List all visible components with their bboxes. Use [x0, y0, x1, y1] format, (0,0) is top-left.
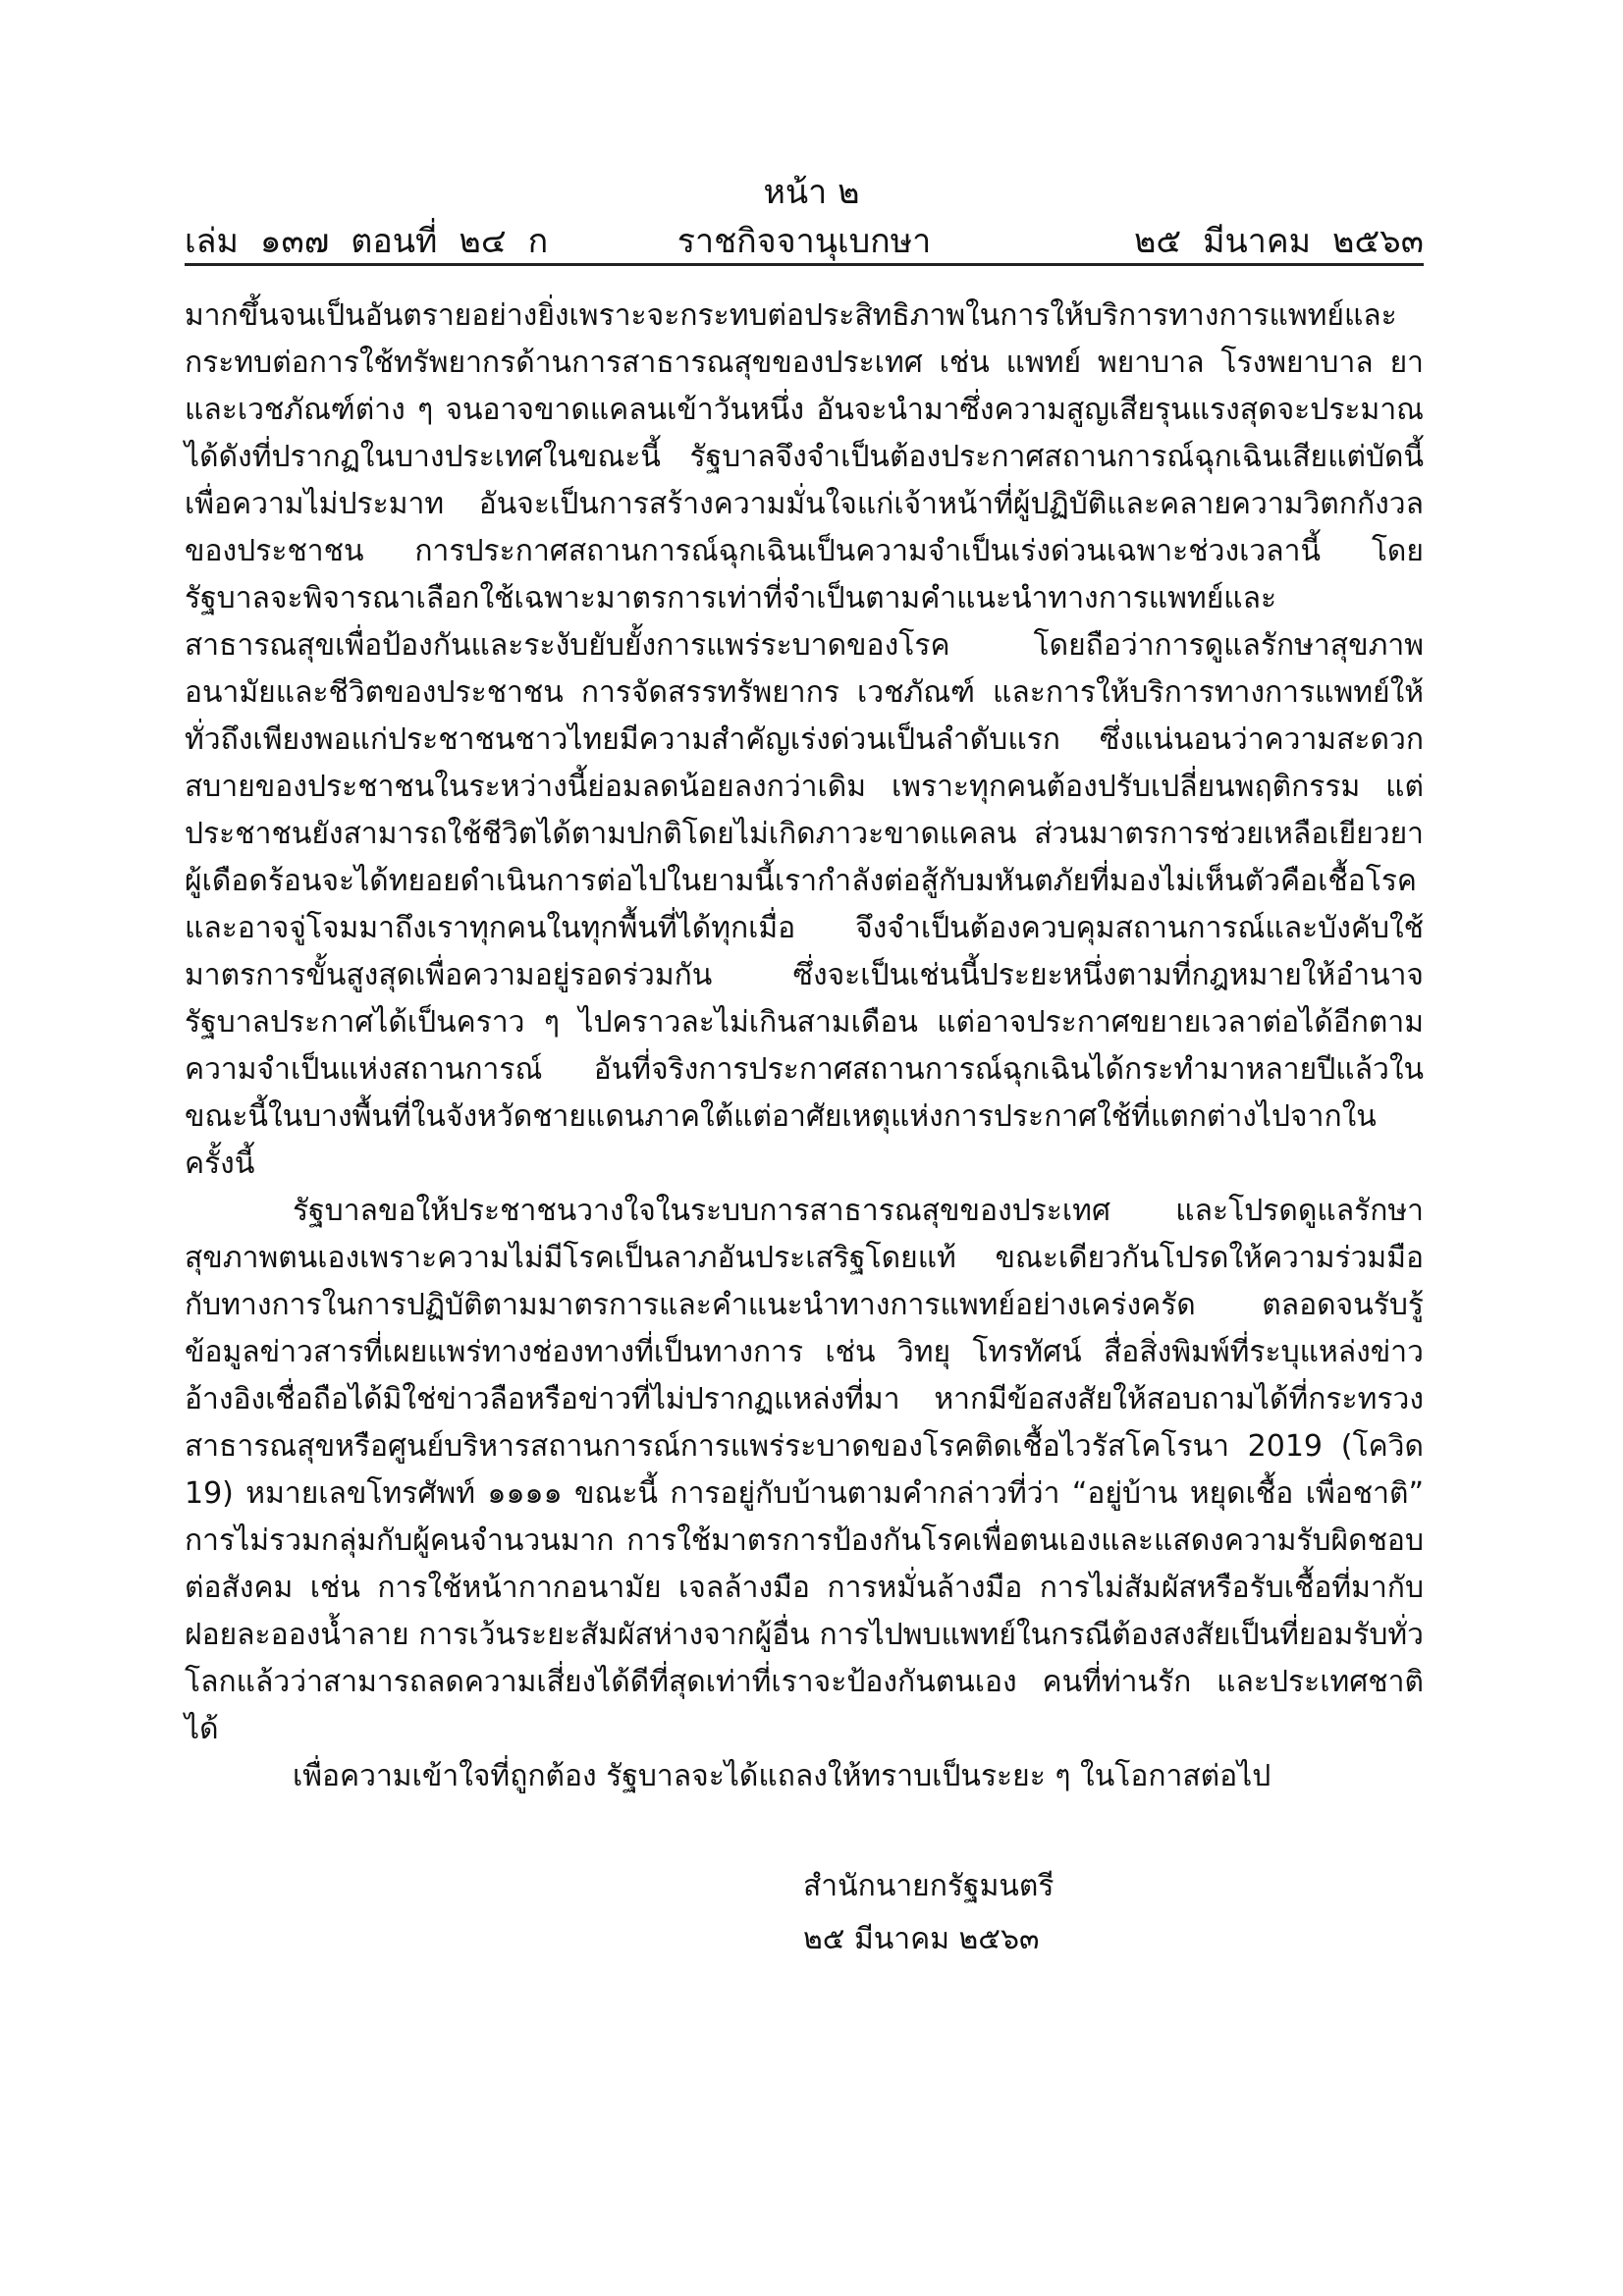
signature-block — [803, 1860, 1054, 1966]
header-divider — [185, 263, 1424, 266]
issue-number: ๒๔ — [459, 222, 507, 261]
header-date-day: ๒๕ — [1133, 222, 1182, 261]
gazette-header — [185, 214, 1424, 263]
paragraph-continuation: มากขึ้นจนเป็นอันตรายอย่างยิ่งเพราะจะกระทบต่อประสิทธิภาพในการให้บริการทางการแพทย์และกระทบต่อการใช้ทรัพยากรด้านการสาธารณสุขของประเทศ เช่น แพทย์ พยาบาล โรงพยาบาล ยา และเวชภัณฑ์ต่าง ๆ จนอาจขาดแคลนเข้าวันหนึ่ง อันจะนำมาซึ่งความสูญเสียรุนแรงสุดจะประมาณได้ดังที่ปรากฏในบางประเทศในขณะนี้ รัฐบาลจึงจำเป็นต้องประกาศสถานการณ์ฉุกเฉินเสียแต่บัดนี้เพื่อความไม่ประมาท อันจะเป็นการสร้างความมั่นใจแก่เจ้าหน้าที่ผู้ปฏิบัติและคลายความวิตกกังวลของประชาชน การประกาศสถานการณ์ฉุกเฉินเป็นความจำเป็นเร่งด่วนเฉพาะช่วงเวลานี้ โดยรัฐบาลจะพิจารณาเลือกใช้เฉพาะมาตรการเท่าที่จำเป็นตามคำแนะนำทางการแพทย์และสาธารณสุขเพื่อป้องกันและระงับยับยั้งการแพร่ระบาดของโรค โดยถือว่าการดูแลรักษาสุขภาพอนามัยและชีวิตของประชาชน การจัดสรรทรัพยากร เวชภัณฑ์ และการให้บริการทางการแพทย์ให้ทั่วถึงเพียงพอแก่ประชาชนชาวไทยมีความสำคัญเร่งด่วนเป็นลำดับแรก ซึ่งแน่นอนว่าความสะดวกสบายของประชาชนในระหว่างนี้ย่อมลดน้อยลงกว่าเดิม เพราะทุกคนต้องปรับเปลี่ยนพฤติกรรม แต่ประชาชนยังสามารถใช้ชีวิตได้ตามปกติโดยไม่เกิดภาวะขาดแคลน ส่วนมาตรการช่วยเหลือเยียวยาผู้เดือดร้อนจะได้ทยอยดำเนินการต่อไปในยามนี้เรากำลังต่อสู้กับมหันตภัยที่มองไม่เห็นตัวคือเชื้อโรคและอาจจู่โจมมาถึงเราทุกคนในทุกพื้นที่ได้ทุกเมื่อ จึงจำเป็นต้องควบคุมสถานการณ์และบังคับใช้มาตรการขั้นสูงสุดเพื่อความอยู่รอดร่วมกัน ซึ่งจะเป็นเช่นนี้ประยะหนึ่งตามที่กฎหมายให้อำนาจรัฐบาลประกาศได้เป็นคราว ๆ ไปคราวละไม่เกินสามเดือน แต่อาจประกาศขยายเวลาต่อได้อีกตามความจำเป็นแห่งสถานการณ์ อันที่จริงการประกาศสถานการณ์ฉุกเฉินได้กระทำมาหลายปีแล้วในขณะนี้ในบางพื้นที่ในจังหวัดชายแดนภาคใต้แต่อาศัยเหตุแห่งการประกาศใช้ที่แตกต่างไปจากในครั้งนี้ — [185, 298, 1424, 1181]
signing-office: สำนักนายกรัฐมนตรี — [803, 1869, 1055, 1903]
volume-number: ๑๓๗ — [259, 222, 330, 261]
issue-label: ตอนที่ — [351, 222, 438, 261]
page-number: หน้า ๒ — [763, 173, 860, 212]
publication-title: ราชกิจจานุเบกษา — [676, 222, 932, 261]
signing-date: ๒๕ มีนาคม ๒๕๖๓ — [803, 1922, 1040, 1956]
volume-label: เล่ม — [185, 222, 239, 261]
paragraph-public-advice: รัฐบาลขอให้ประชาชนวางใจในระบบการสาธารณสุขของประเทศ และโปรดดูแลรักษาสุขภาพตนเองเพราะความไม่มีโรคเป็นลาภอันประเสริฐโดยแท้ ขณะเดียวกันโปรดให้ความร่วมมือกับทางการในการปฏิบัติตามมาตรการและคำแนะนำทางการแพทย์อย่างเคร่งครัด ตลอดจนรับรู้ข้อมูลข่าวสารที่เผยแพร่ทางช่องทางที่เป็นทางการ เช่น วิทยุ โทรทัศน์ สื่อสิ่งพิมพ์ที่ระบุแหล่งข่าวอ้างอิงเชื่อถือได้มิใช่ข่าวลือหรือข่าวที่ไม่ปรากฏแหล่งที่มา หากมีข้อสงสัยให้สอบถามได้ที่กระทรวงสาธารณสุขหรือศูนย์บริหารสถานการณ์การแพร่ระบาดของโรคติดเชื้อไวรัสโคโรนา 2019 (โควิด 19) หมายเลขโทรศัพท์ ๑๑๑๑ ขณะนี้ การอยู่กับบ้านตามคำกล่าวที่ว่า “อยู่บ้าน หยุดเชื้อ เพื่อชาติ” การไม่รวมกลุ่มกับผู้คนจำนวนมาก การใช้มาตรการป้องกันโรคเพื่อตนเองและแสดงความรับผิดชอบต่อสังคม เช่น การใช้หน้ากากอนามัย เจลล้างมือ การหมั่นล้างมือ การไม่สัมผัสหรือรับเชื้อที่มากับฝอยละอองน้ำลาย การเว้นระยะสัมผัสห่างจากผู้อื่น การไปพบแพทย์ในกรณีต้องสงสัยเป็นที่ยอมรับทั่วโลกแล้วว่าสามารถลดความเสี่ยงได้ดีที่สุดเท่าที่เราจะป้องกันตนเอง คนที่ท่านรัก และประเทศชาติได้ — [185, 1194, 1424, 1746]
header-date-month: มีนาคม — [1203, 222, 1312, 261]
header-date — [1134, 214, 1424, 267]
paragraph-closing: เพื่อความเข้าใจที่ถูกต้อง รัฐบาลจะได้แถลงให้ทราบเป็นระยะ ๆ ในโอกาสต่อไป — [293, 1759, 1271, 1793]
header-date-year: ๒๕๖๓ — [1332, 222, 1424, 261]
section-letter: ก — [527, 222, 549, 261]
document-body — [185, 293, 1424, 1800]
